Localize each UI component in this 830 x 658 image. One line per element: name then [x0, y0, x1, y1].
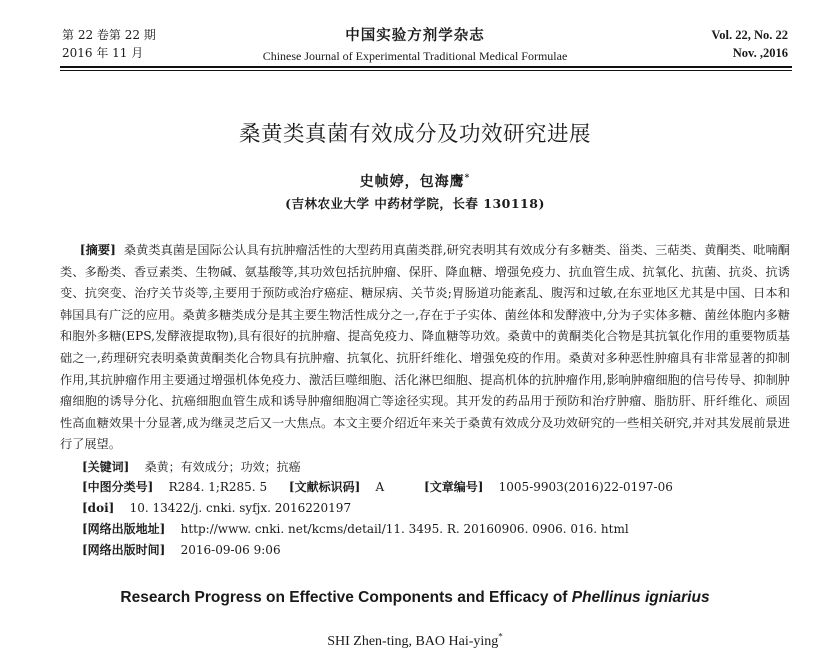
keywords-line: [82, 459, 301, 475]
header-rule-thick: [60, 66, 792, 68]
header-right: [711, 26, 788, 62]
doi-value: 10. 13422/j. cnki. syfjx. 2016220197: [129, 501, 352, 515]
volume-issue-cn: 第 22 卷第 22 期: [62, 28, 156, 42]
article-no-value: 1005-9903(2016)22-0197-06: [498, 480, 673, 494]
header-center: [0, 24, 830, 64]
keywords-value: 桑黄；有效成分；功效；抗癌: [144, 460, 301, 474]
classification-line: [82, 479, 673, 495]
species-name: Phellinus igniarius: [571, 589, 710, 606]
authors-en: [0, 631, 830, 650]
abstract: [60, 240, 790, 456]
doc-code-value: A: [375, 480, 385, 494]
online-address-label: [网络出版地址]: [82, 522, 166, 536]
keywords-label: [关键词]: [82, 460, 130, 474]
online-time-line: [82, 542, 281, 558]
online-address-link[interactable]: http://www. cnki. net/kcms/detail/11. 3495. R. 20160906. 0906. 016. html: [180, 522, 629, 536]
article-title-en: [0, 589, 830, 607]
article-title-cn: 桑黄类真菌有效成分及功效研究进展: [238, 122, 591, 147]
online-time-label: [网络出版时间]: [82, 543, 166, 557]
corresponding-author-mark: *: [464, 173, 471, 184]
publication-date-cn: 2016 年 11 月: [62, 46, 144, 60]
clc-value: R284. 1;R285. 5: [168, 480, 268, 494]
doi-line: [82, 500, 351, 516]
clc-label: [中图分类号]: [82, 480, 154, 494]
volume-issue-en: Vol. 22, No. 22: [711, 28, 788, 42]
authors-cn-names: 史帧婷，包海鹰: [359, 174, 465, 190]
corresponding-author-mark-en: *: [498, 631, 503, 642]
online-address-line: [82, 521, 629, 537]
publication-date-en: Nov. ,2016: [732, 46, 788, 60]
journal-name-en: Chinese Journal of Experimental Traditional Medical Formulae: [262, 49, 568, 63]
authors-cn: [0, 171, 830, 191]
doc-code-label: [文献标识码]: [288, 480, 361, 494]
authors-en-names: SHI Zhen-ting, BAO Hai-ying: [327, 634, 499, 649]
doi-label: [doi]: [82, 501, 115, 515]
header-rule-thin: [60, 70, 792, 71]
journal-name-cn: 中国实验方剂学杂志: [345, 27, 485, 44]
online-time-value: 2016-09-06 9:06: [180, 543, 281, 557]
article-no-label: [文章编号]: [424, 480, 484, 494]
abstract-text: 桑黄类真菌是国际公认具有抗肿瘤活性的大型药用真菌类群,研究表明其有效成分有多糖类、甾类、三萜类、黄酮类、吡喃酮类、多酚类、香豆素类、生物碱、氨基酸等,其功效包括抗肿瘤、保肝、降血糖、增强免疫力、抗血管生成、抗氧化、抗菌、抗炎、抗诱变、抗突变、治疗关节炎等,主要用于预防或治疗癌症、糖尿病、关节炎;胃肠道功能紊乱、腹泻和过敏,在东亚地区尤其是中国、日本和韩国具有广泛的应用。桑黄多糖类成分是其主要生物活性成分之一,存在于子实体、菌丝体和发酵液中,分为子实体多糖、菌丝体胞内多糖和胞外多糖(EPS,发酵液提取物),具有很好的抗肿瘤、提高免疫力、降血糖等功效。桑黄中的黄酮类化合物是其抗氧化作用的重要物质基础之一,药理研究表明桑黄黄酮类化合物具有抗肿瘤、抗氧化、抗肝纤维化、增强免疫的作用。桑黄对多种恶性肿瘤具有非常显著的抑制作用,其抗肿瘤作用主要通过增强机体免疫力、激活巨噬细胞、活化淋巴细胞、提高机体的抗肿瘤作用,影响肿瘤细胞的信号传导、抑制肿瘤细胞的诱导分化、抗癌细胞血管生成和诱导肿瘤细胞凋亡等途径实现。其开发的药品用于预防和治疗肿瘤、脂肪肝、肝纤维化、顽固性高血糖效果十分显著,成为继灵芝后又一大焦点。本文主要介绍近年来关于桑黄有效成分及功效研究的一些相关研究,并对其发展前景进行了展望。: [60, 243, 790, 452]
affiliation-cn: (吉林农业大学 中药材学院，长春 130118): [285, 196, 545, 211]
abstract-label: [摘要]: [79, 243, 116, 257]
title-en-text: Research Progress on Effective Components and Efficacy of: [120, 589, 572, 606]
